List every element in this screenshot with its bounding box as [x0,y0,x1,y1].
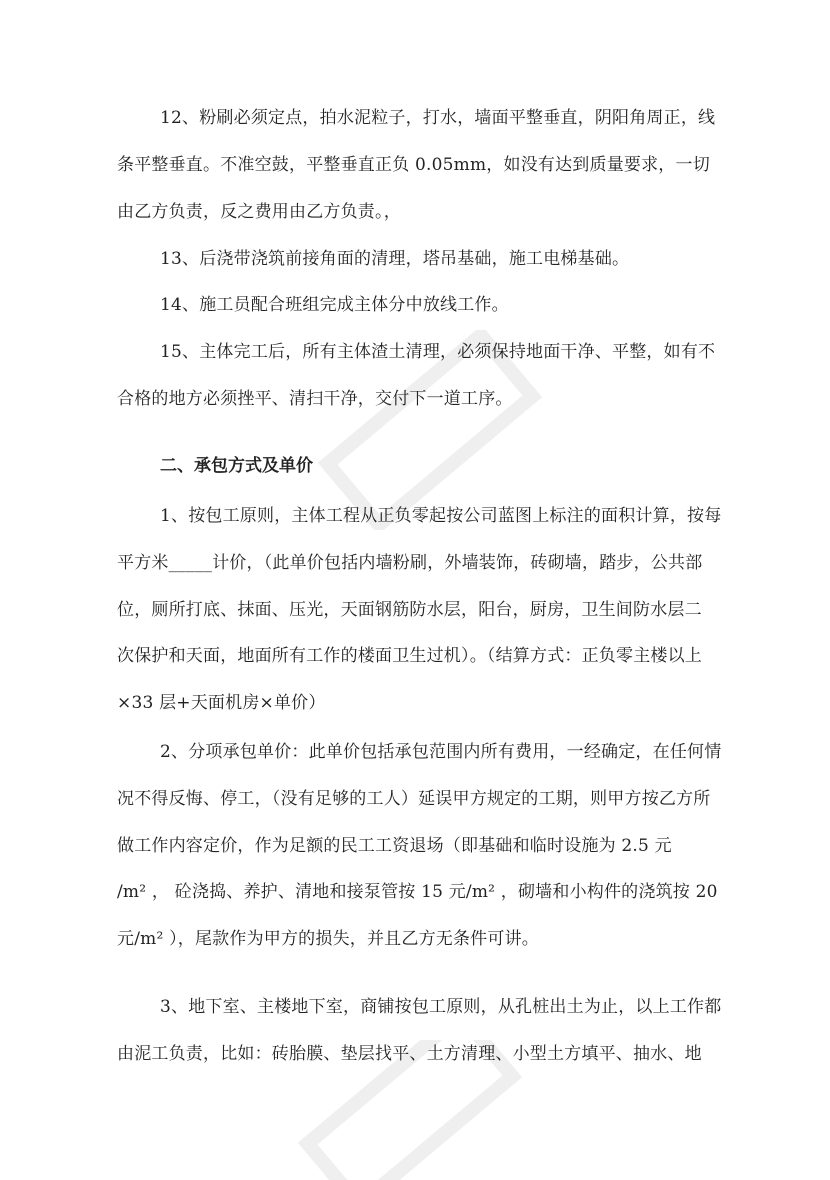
paragraph-pricing-1 [117,493,727,727]
text-line: 位，厕所打底、抹面、压光，天面钢筋防水层，阳台，厨房，卫生间防水层二 [117,599,702,620]
text-line: 合格的地方必须挫平、清扫干净，交付下一道工序。 [117,388,513,409]
text-line: 元/m² ），尾款作为甲方的损失，并且乙方无条件可讲。 [117,929,539,950]
text-line: 2、分项承包单价：此单价包括承包范围内所有费用，一经确定，在任何情 [160,742,722,762]
text-line: 况不得反悔、停工，（没有足够的工人）延误甲方规定的工期，则甲方按乙方所 [117,788,711,809]
paragraph-item-12 [117,95,727,235]
section-heading: 二、承包方式及单价 [160,456,313,476]
text-line: /m² ， 砼浇捣、养护、清地和接泵管按 15 元/m² ，砌墙和小构件的浇筑按 20 [117,882,718,903]
text-line: 12、粉刷必须定点，拍水泥粒子，打水，墙面平整垂直，阴阳角周正，线 [160,108,716,128]
text-line: 3、地下室、主楼地下室，商铺按包工原则，从孔桩出土为止，以上工作都 [160,997,722,1017]
text-line: 条平整垂直。不准空鼓，平整垂直正负 0.05mm，如没有达到质量要求，一切 [117,154,710,175]
paragraph-pricing-2 [117,729,727,963]
paragraph-item-14 [117,282,727,329]
text-line: 由泥工负责，比如：砖胎膜、垫层找平、土方清理、小型土方填平、抽水、地 [117,1043,702,1064]
text-line: 做工作内容定价，作为足额的民工工资退场（即基础和临时设施为 2.5 元 [117,835,672,856]
text-line: 14、施工员配合班组完成主体分中放线工作。 [160,295,509,315]
text-line: ×33 层+天面机房×单价） [117,693,326,714]
text-line: 15、主体完工后，所有主体渣土清理，必须保持地面干净、平整，如有不 [160,342,716,362]
text-line: 次保护和天面，地面所有工作的楼面卫生过机）。（结算方式：正负零主楼以上 [117,646,702,667]
text-line: 由乙方负责，反之费用由乙方负责。， [117,201,401,222]
text-line: 13、后浇带浇筑前接角面的清理，塔吊基础，施工电梯基础。 [160,249,630,269]
text-line: 1、按包工原则，主体工程从正负零起按公司蓝图上标注的面积计算，按每 [160,506,722,526]
paragraph-item-15 [117,329,727,423]
paragraph-pricing-3 [117,984,727,1078]
paragraph-item-13 [117,236,727,283]
text-line: 平方米_____计价，（此单价包括内墙粉刷，外墙装饰，砖砌墙，踏步，公共部 [117,552,703,573]
